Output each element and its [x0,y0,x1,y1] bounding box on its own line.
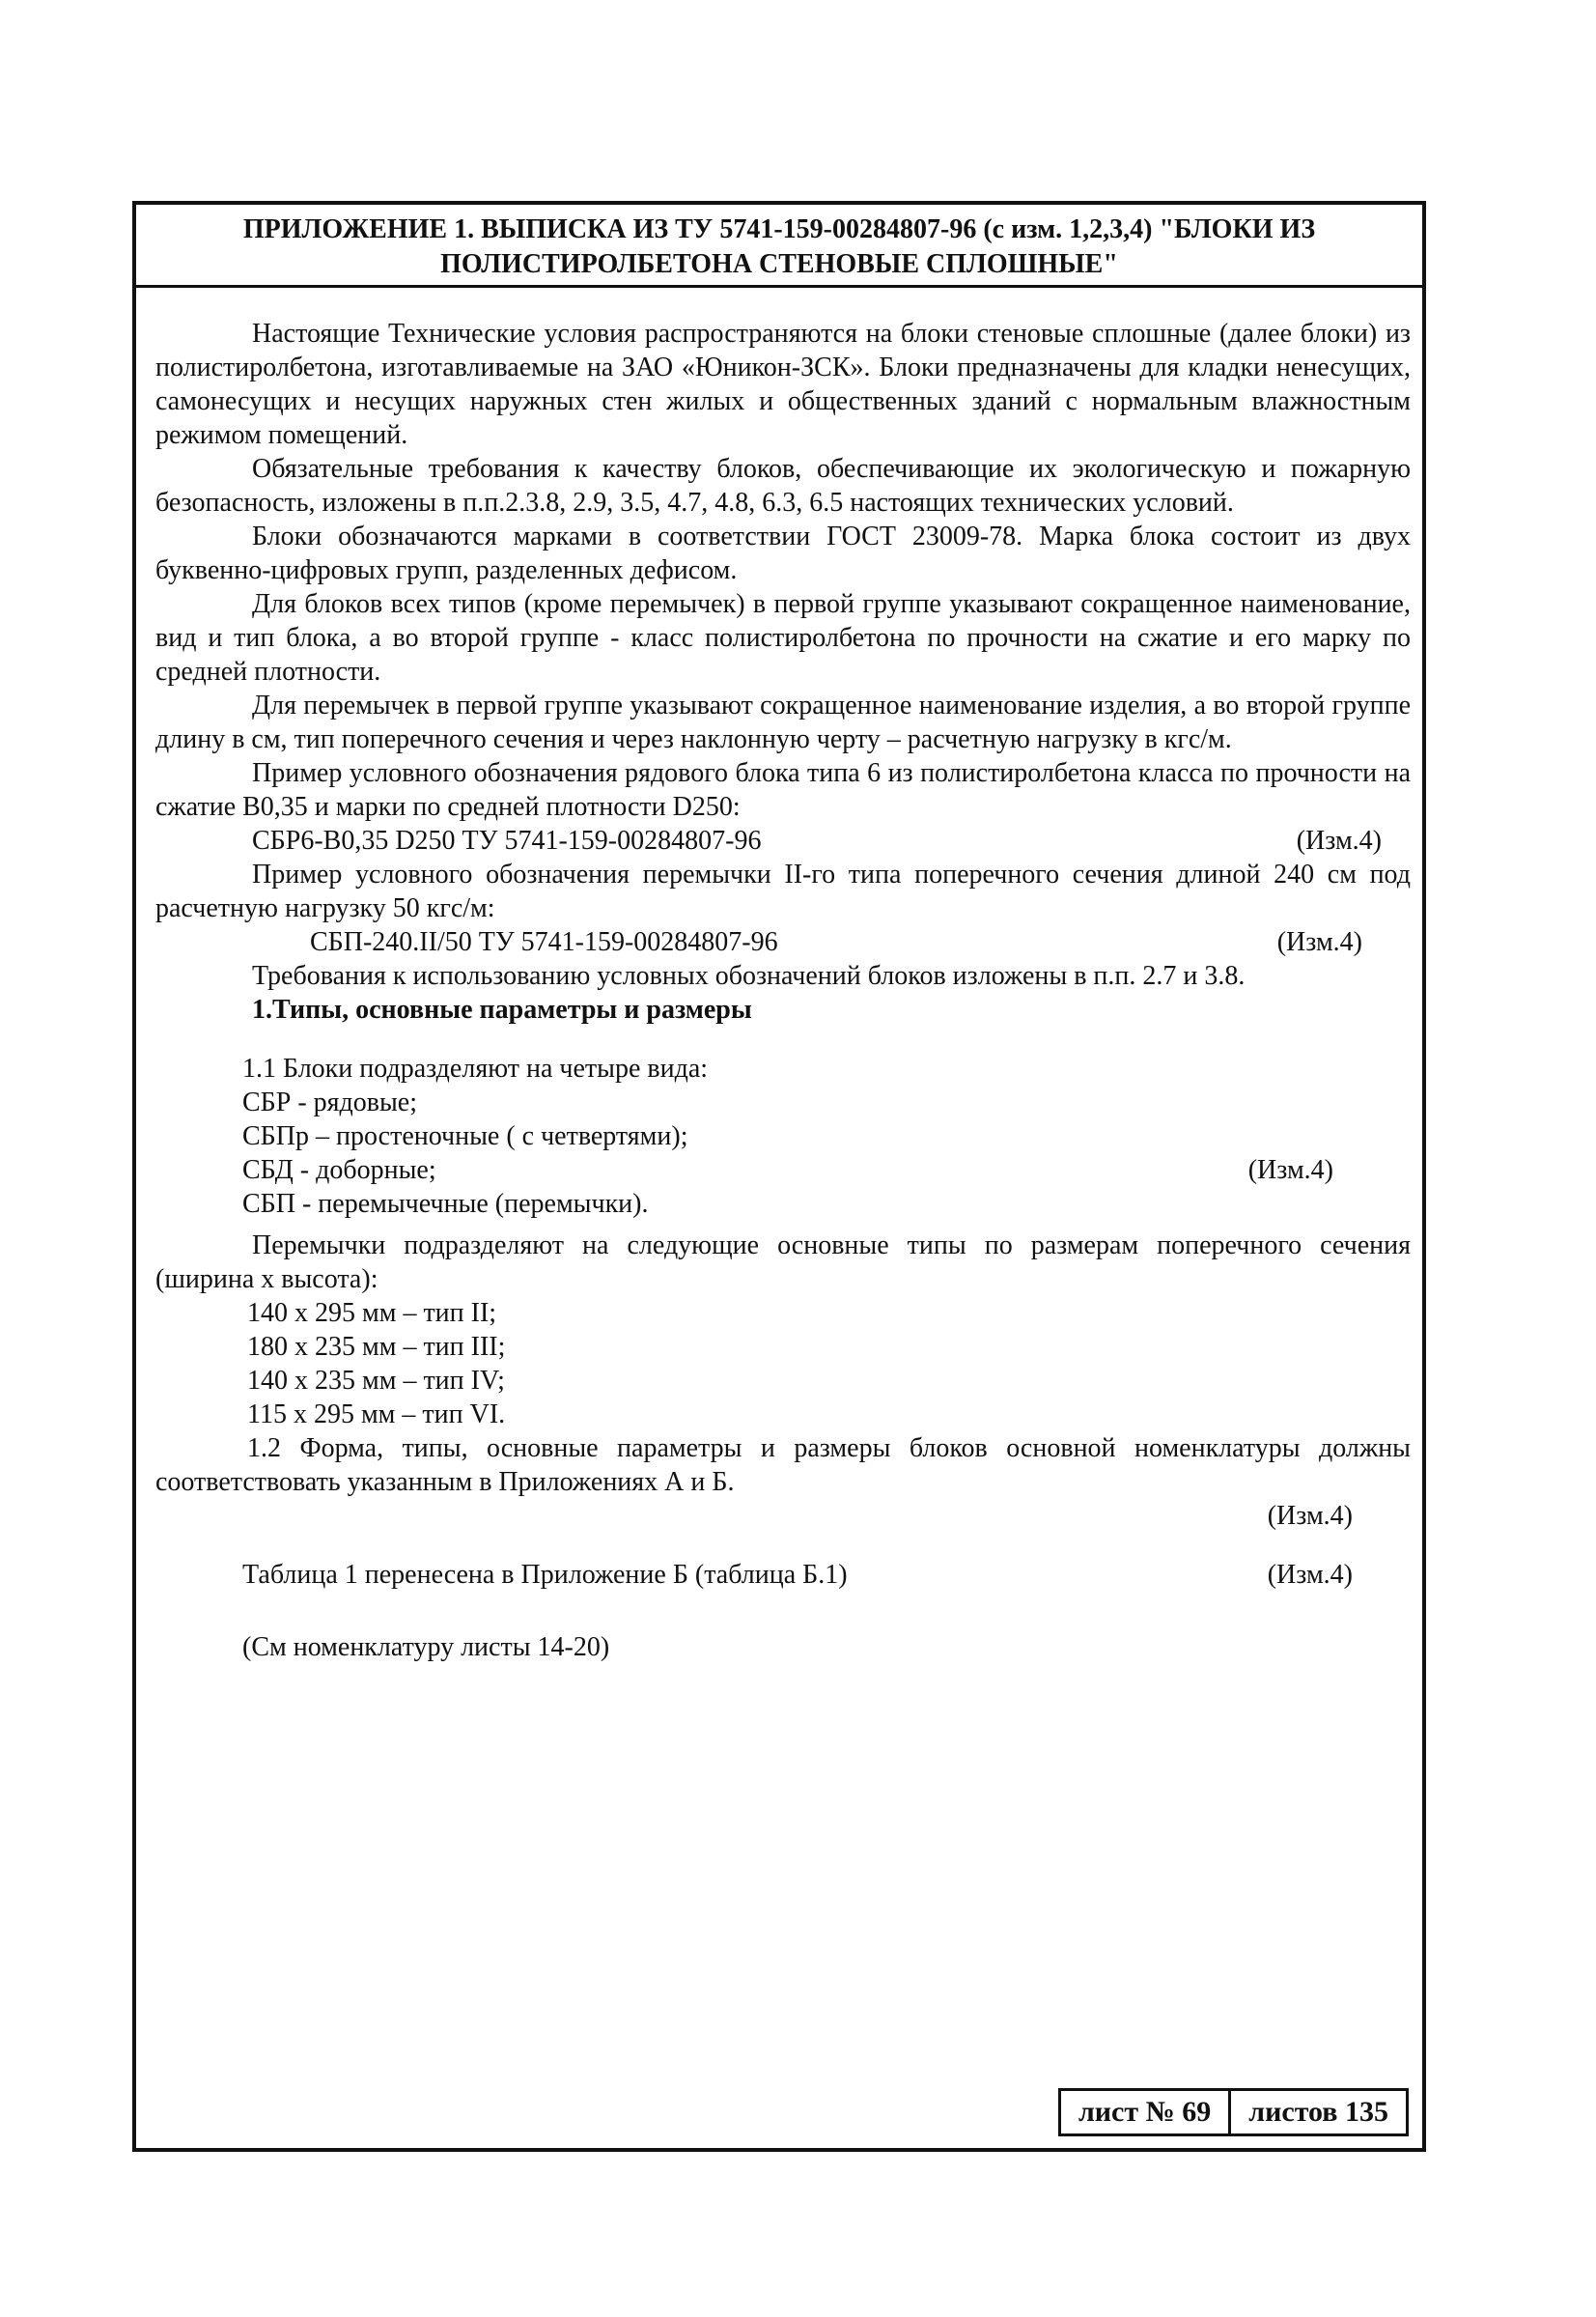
lintel-type-item: 140 х 295 мм – тип II; [247,1298,497,1328]
section-1-1: 1.1 Блоки подразделяют на четыре вида: [242,1054,709,1084]
paragraph-lintel-types: Перемычки подразделяют на следующие основные типы по размерам поперечного сечения (ширина х высота): [155,1230,1411,1294]
paragraph-block-groups: Для блоков всех типов (кроме перемычек) в первой группе указывают сокращенное наименование, вид и тип блока, а во второй группе - класс полистиролбетона по прочности на сжатие и его марку по средней плотности. [155,589,1411,687]
paragraph-lintel-groups: Для перемычек в первой группе указывают сокращенное наименование изделия, а во второй группе длину в см, тип поперечного сечения и через наклонную черту – расчетную нагрузку в кгс/м. [155,691,1411,754]
spacer [155,1533,1411,1558]
spacer [155,1592,1411,1630]
paragraph-marks: Блоки обозначаются марками в соответствии ГОСТ 23009-78. Марка блока состоит из двух буквенно-цифровых групп, разделенных дефисом. [155,522,1411,585]
kind-item: СБП - перемычечные (перемычки). [242,1189,649,1219]
lintel-type-item: 115 х 295 мм – тип VI. [247,1399,506,1429]
example-block-row [155,824,1411,858]
kind-item: СБД - доборные; [242,1155,436,1185]
paragraph-requirements: Обязательные требования к качеству блоков, обеспечивающие их экологическую и пожарную безопасность, изложены в п.п.2.3.8, 2.9, 3.5, 4.7, 4.8, 6.3, 6.5 настоящих технических условий. [155,454,1411,518]
paragraph-example-lintel: Пример условного обозначения перемычки II-го типа поперечного сечения длиной 240 см под расчетную нагрузку 50 кгс/м: [155,860,1411,923]
example-lintel-note: (Изм.4) [1276,927,1362,957]
kind-item: СБПр – простеночные ( с четвертями); [242,1121,688,1151]
kinds-block [155,1052,1411,1221]
example-block-note: (Изм.4) [1296,826,1382,856]
section-1-2: 1.2 Форма, типы, основные параметры и размеры блоков основной номенклатуры должны соответствовать указанным в Приложениях А и Б. [155,1433,1411,1497]
lintel-type-item: 140 х 235 мм – тип IV; [247,1366,505,1396]
title-line-1: ПРИЛОЖЕНИЕ 1. ВЫПИСКА ИЗ ТУ 5741-159-00284807-96 (с изм. 1,2,3,4) "БЛОКИ ИЗ [242,214,1316,244]
spacer [155,1027,1411,1052]
paragraph-scope: Настоящие Технические условия распространяются на блоки стеновые сплошные (далее блоки) из полистиролбетона, изготавливаемые на ЗАО «Юникон-ЗСК». Блоки предназначены для кладки ненесущих, самонесущих и несущих наружных стен жилых и общественных зданий с нормальным влажностным режимом помещений. [155,319,1411,450]
paragraph-example-block: Пример условного обозначения рядового блока типа 6 из полистиролбетона класса по прочности на сжатие В0,35 и марки по средней плотности D250: [155,758,1411,822]
document-body [155,317,1411,1664]
paragraph-usage: Требования к использованию условных обозначений блоков изложены в п.п. 2.7 и 3.8. [252,961,1246,991]
kind-item: СБР - рядовые; [242,1088,418,1117]
section-1-2-note: (Изм.4) [1267,1501,1353,1531]
sheet-stamp [1058,2088,1409,2136]
lintel-types-list [155,1296,1411,1431]
example-block-code: СБР6-В0,35 D250 ТУ 5741-159-00284807-96 [252,826,762,856]
sheet-count: листов 135 [1228,2091,1406,2133]
lintel-type-item: 180 х 235 мм – тип III; [247,1332,506,1362]
example-lintel-code: СБП-240.II/50 ТУ 5741-159-00284807-96 [310,927,778,957]
document-frame [132,201,1426,2152]
example-lintel-row [155,925,1411,959]
table-moved-note: (Изм.4) [1267,1560,1353,1590]
kind-item-row [242,1153,1411,1187]
document-title [136,205,1422,288]
section-1-2-note-row [155,1499,1411,1533]
see-nomenclature: (См номенклатуру листы 14-20) [242,1632,610,1662]
section-heading: 1.Типы, основные параметры и размеры [252,995,752,1025]
sheet-number: лист № 69 [1078,2096,1212,2128]
table-moved-text: Таблица 1 перенесена в Приложение Б (таблица Б.1) [242,1560,848,1590]
title-line-2: ПОЛИСТИРОЛБЕТОНА СТЕНОВЫЕ СПЛОШНЫЕ" [440,249,1118,279]
table-note-row [155,1558,1411,1592]
kinds-note: (Изм.4) [1247,1155,1333,1185]
